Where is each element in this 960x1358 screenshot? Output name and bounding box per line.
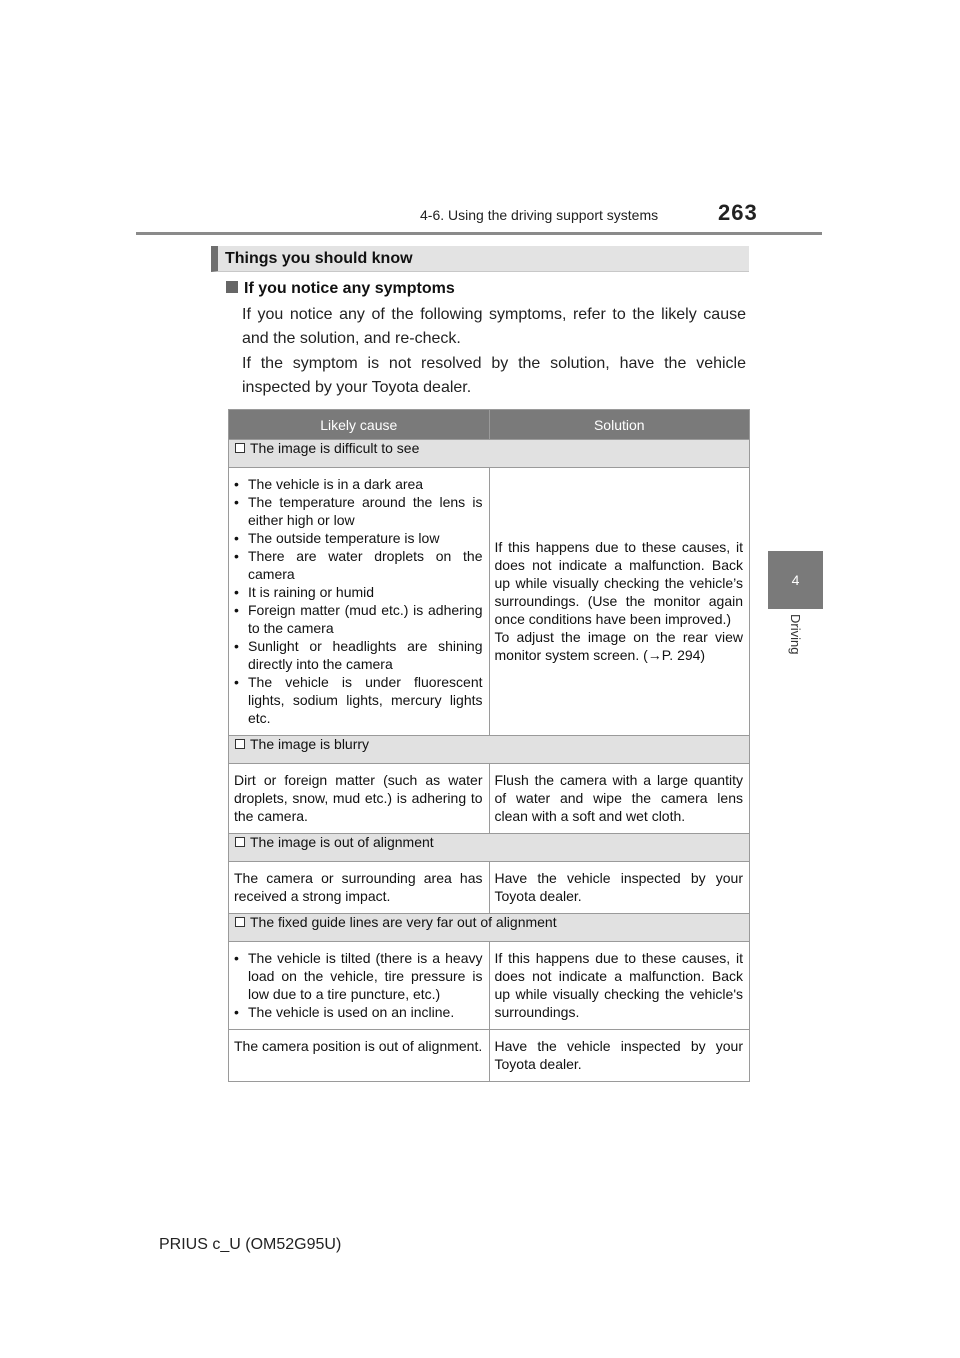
symptoms-paragraph-1: If you notice any of the following symptoms, refer to the likely cause and the solution, and re-check. — [242, 306, 746, 347]
chapter-number: 4 — [791, 572, 800, 588]
solution-cell: Flush the camera with a large quantity of water and wipe the camera lens clean with a soft and wet cloth. — [489, 764, 750, 834]
symptoms-paragraph-2: If the symptom is not resolved by the solution, have the vehicle inspected by your Toyota dealer. — [242, 355, 746, 396]
solution-cell: If this happens due to these causes, it does not indicate a malfunction. Back up while visually checking the vehicle’s surroundings. (Use the monitor again once conditions have been improved.) To adjust the image on the rear view monitor system screen. (→P. 294) — [489, 468, 750, 736]
checkbox-square-icon — [235, 837, 245, 847]
list-item: • There are water droplets on the camera — [234, 547, 483, 583]
cause-cell: Dirt or foreign matter (such as water droplets, snow, mud etc.) is adhering to the camera. — [229, 764, 490, 834]
cause-list — [234, 475, 483, 727]
section-title: 4-6. Using the driving support systems — [420, 207, 659, 223]
chapter-label — [768, 614, 823, 674]
square-bullet-icon — [226, 281, 238, 293]
list-item: • The vehicle is used on an incline. — [234, 1003, 483, 1021]
cause-list — [234, 949, 483, 1021]
cause-cell — [229, 942, 490, 1030]
category-label: The image is difficult to see — [250, 440, 420, 456]
table-row — [229, 942, 750, 1030]
table-row — [229, 468, 750, 736]
cause-cell: The camera or surrounding area has received a strong impact. — [229, 862, 490, 914]
list-item: • The vehicle is in a dark area — [234, 475, 483, 493]
header-divider — [136, 232, 822, 235]
solution-cell: Have the vehicle inspected by your Toyota dealer. — [489, 862, 750, 914]
checkbox-square-icon — [235, 443, 245, 453]
header-likely-cause: Likely cause — [229, 410, 490, 440]
table-row — [229, 862, 750, 914]
checkbox-square-icon — [235, 739, 245, 749]
list-item: • The temperature around the lens is either high or low — [234, 493, 483, 529]
model-footer: PRIUS c_U (OM52G95U) — [159, 1236, 342, 1253]
know-box-title: Things you should know — [225, 250, 413, 267]
table-header-row — [229, 410, 750, 440]
table-row — [229, 764, 750, 834]
list-item: • The vehicle is under fluorescent lights, sodium lights, mercury lights etc. — [234, 673, 483, 727]
list-item: • The outside temperature is low — [234, 529, 483, 547]
symptoms-heading — [226, 280, 455, 298]
category-row — [229, 834, 750, 862]
header-solution: Solution — [489, 410, 750, 440]
list-item: • Sunlight or headlights are shining directly into the camera — [234, 637, 483, 673]
checkbox-square-icon — [235, 917, 245, 927]
solution-cell: If this happens due to these causes, it does not indicate a malfunction. Back up while visually checking the vehicle's surroundings. — [489, 942, 750, 1030]
category-label: The image is out of alignment — [250, 834, 434, 850]
page-number: 263 — [718, 200, 758, 225]
list-item: • Foreign matter (mud etc.) is adhering to the camera — [234, 601, 483, 637]
category-row — [229, 736, 750, 764]
category-label: The image is blurry — [250, 736, 370, 752]
category-row — [229, 440, 750, 468]
things-you-should-know-box — [211, 246, 749, 272]
cause-cell: The camera position is out of alignment. — [229, 1030, 490, 1082]
table-row — [229, 1030, 750, 1082]
list-item: • It is raining or humid — [234, 583, 483, 601]
chapter-tab — [768, 551, 823, 609]
category-label: The fixed guide lines are very far out of alignment — [250, 914, 557, 930]
symptoms-heading-text: If you notice any symptoms — [244, 280, 455, 297]
cause-cell — [229, 468, 490, 736]
category-row — [229, 914, 750, 942]
list-item: • The vehicle is tilted (there is a heavy load on the vehicle, tire pressure is low due to a tire puncture, etc.) — [234, 949, 483, 1003]
troubleshooting-table — [228, 409, 750, 1082]
chapter-label-text: Driving — [788, 614, 803, 655]
solution-cell: Have the vehicle inspected by your Toyota dealer. — [489, 1030, 750, 1082]
